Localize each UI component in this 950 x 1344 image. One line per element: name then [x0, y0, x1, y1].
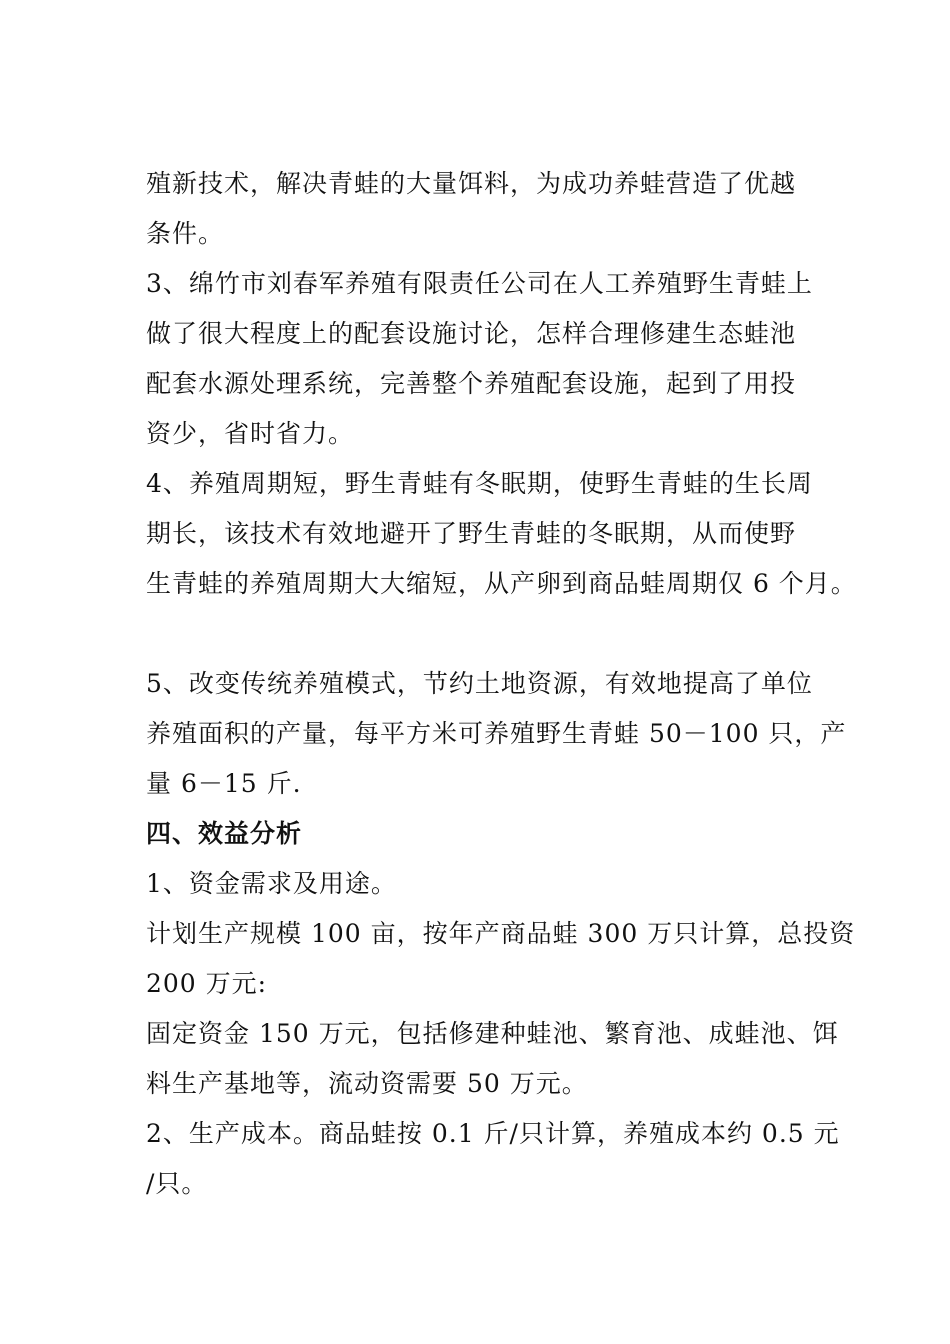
text-line: 量 6－15 斤.: [146, 769, 302, 798]
text-line: 配套水源处理系统，完善整个养殖配套设施，起到了用投: [146, 369, 797, 398]
text-line: 做了很大程度上的配套设施讨论，怎样合理修建生态蛙池: [146, 319, 797, 348]
text-line: 条件。: [146, 219, 225, 248]
text-line: 期长，该技术有效地避开了野生青蛙的冬眠期，从而使野: [146, 519, 797, 548]
text-line: 4、养殖周期短，野生青蛙有冬眠期，使野生青蛙的生长周: [146, 469, 813, 498]
section-heading: 四、效益分析: [146, 819, 303, 848]
text-line: 200 万元:: [146, 969, 268, 998]
text-line: 料生产基地等，流动资需要 50 万元。: [146, 1069, 588, 1098]
text-line: 5、改变传统养殖模式，节约土地资源，有效地提高了单位: [146, 669, 813, 698]
text-line: 固定资金 150 万元，包括修建种蛙池、繁育池、成蛙池、饵: [146, 1019, 839, 1048]
text-line: 计划生产规模 100 亩，按年产商品蛙 300 万只计算，总投资: [146, 919, 856, 948]
text-line: 3、绵竹市刘春军养殖有限责任公司在人工养殖野生青蛙上: [146, 269, 813, 298]
text-line: 殖新技术，解决青蛙的大量饵料，为成功养蛙营造了优越: [146, 169, 797, 198]
text-line: 2、生产成本。商品蛙按 0.1 斤/只计算，养殖成本约 0.5 元: [146, 1119, 840, 1148]
text-line: /只。: [146, 1169, 208, 1198]
text-line: 1、资金需求及用途。: [146, 869, 397, 898]
text-line: 生青蛙的养殖周期大大缩短，从产卵到商品蛙周期仅 6 个月。: [146, 569, 857, 598]
text-line: 养殖面积的产量，每平方米可养殖野生青蛙 50－100 只，产: [146, 719, 847, 748]
text-line: 资少，省时省力。: [146, 419, 355, 448]
